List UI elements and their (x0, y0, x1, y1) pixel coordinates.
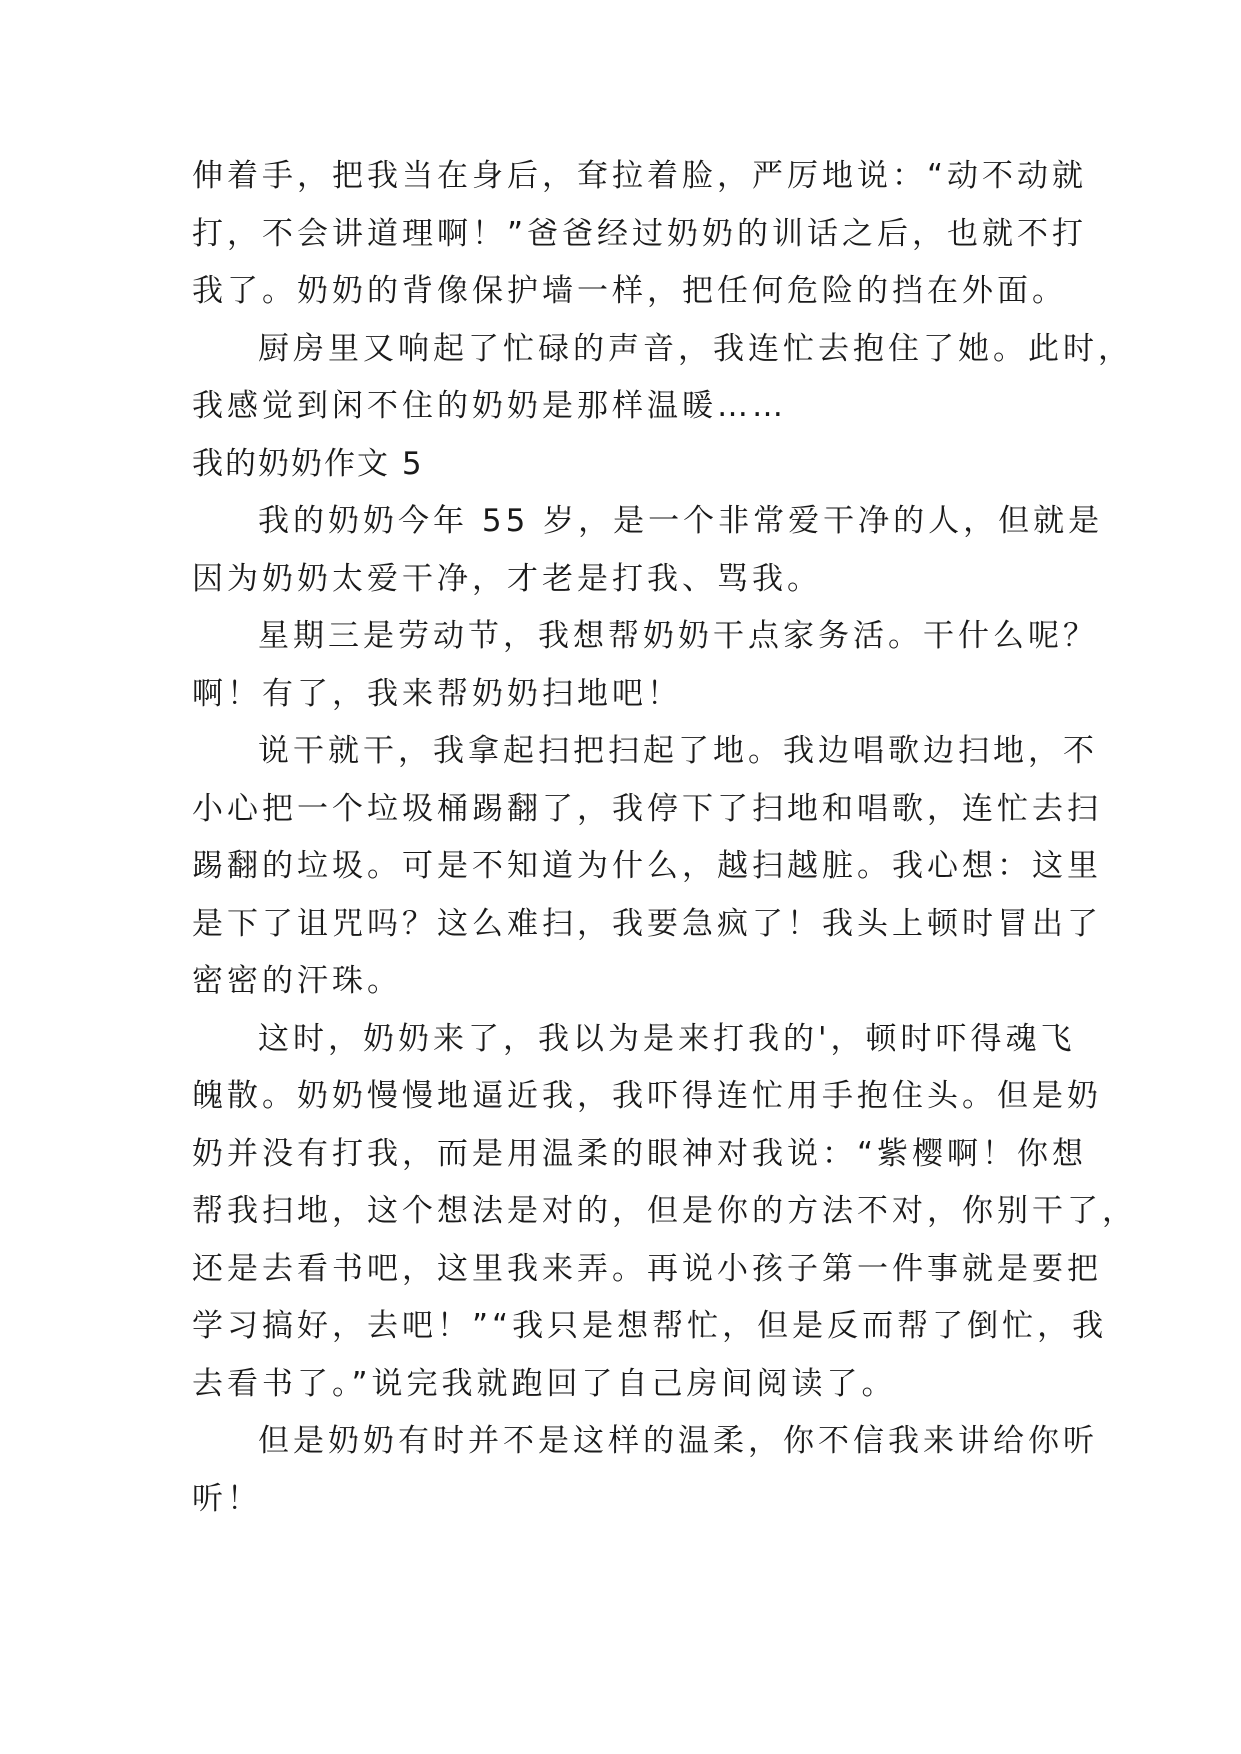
paragraph-line: 厨房里又响起了忙碌的声音，我连忙去抱住了她。此时， (258, 330, 1133, 367)
paragraph-line: 啊！有了，我来帮奶奶扫地吧！ (192, 675, 682, 712)
paragraph-line: 魄散。奶奶慢慢地逼近我，我吓得连忙用手抱住头。但是奶 (192, 1078, 1102, 1114)
paragraph-line: 打，不会讲道理啊！”爸爸经过奶奶的训话之后，也就不打 (192, 215, 1088, 252)
paragraph-line: 密密的汗珠。 (192, 963, 402, 999)
paragraph-line: 我的奶奶今年 55 岁，是一个非常爱干净的人，但就是 (258, 503, 1104, 539)
paragraph-line: 我了。奶奶的背像保护墙一样，把任何危险的挡在外面。 (192, 273, 1067, 309)
section-heading: 我的奶奶作文 5 (192, 445, 424, 482)
paragraph-line: 是下了诅咒吗？这么难扫，我要急疯了！我头上顿时冒出了 (192, 905, 1102, 942)
paragraph-line: 伸着手，把我当在身后，耷拉着脸，严厉地说：“动不动就 (192, 158, 1088, 194)
paragraph-line: 去看书了。”说完我就跑回了自己房间阅读了。 (192, 1365, 897, 1402)
paragraph-line: 因为奶奶太爱干净，才老是打我、骂我。 (192, 560, 822, 597)
paragraph-line: 星期三是劳动节，我想帮奶奶干点家务活。干什么呢？ (258, 618, 1098, 654)
paragraph-line: 奶并没有打我，而是用温柔的眼神对我说：“紫樱啊！你想 (192, 1135, 1088, 1172)
paragraph-line: 这时，奶奶来了，我以为是来打我的'，顿时吓得魂飞 (258, 1020, 1076, 1057)
paragraph-line: 听！ (192, 1480, 262, 1517)
paragraph-line: 小心把一个垃圾桶踢翻了，我停下了扫地和唱歌，连忙去扫 (192, 790, 1102, 827)
paragraph-line: 帮我扫地，这个想法是对的，但是你的方法不对，你别干了， (192, 1193, 1137, 1229)
paragraph-line: 学习搞好，去吧！”“我只是想帮忙，但是反而帮了倒忙，我 (192, 1308, 1108, 1344)
paragraph-line: 但是奶奶有时并不是这样的温柔，你不信我来讲给你听 (258, 1423, 1098, 1459)
paragraph-line: 说干就干，我拿起扫把扫起了地。我边唱歌边扫地，不 (258, 733, 1098, 769)
paragraph-line: 还是去看书吧，这里我来弄。再说小孩子第一件事就是要把 (192, 1250, 1102, 1287)
paragraph-line: 我感觉到闲不住的奶奶是那样温暖…… (192, 388, 787, 424)
paragraph-line: 踢翻的垃圾。可是不知道为什么，越扫越脏。我心想：这里 (192, 848, 1102, 884)
essay-body (192, 148, 1137, 1528)
